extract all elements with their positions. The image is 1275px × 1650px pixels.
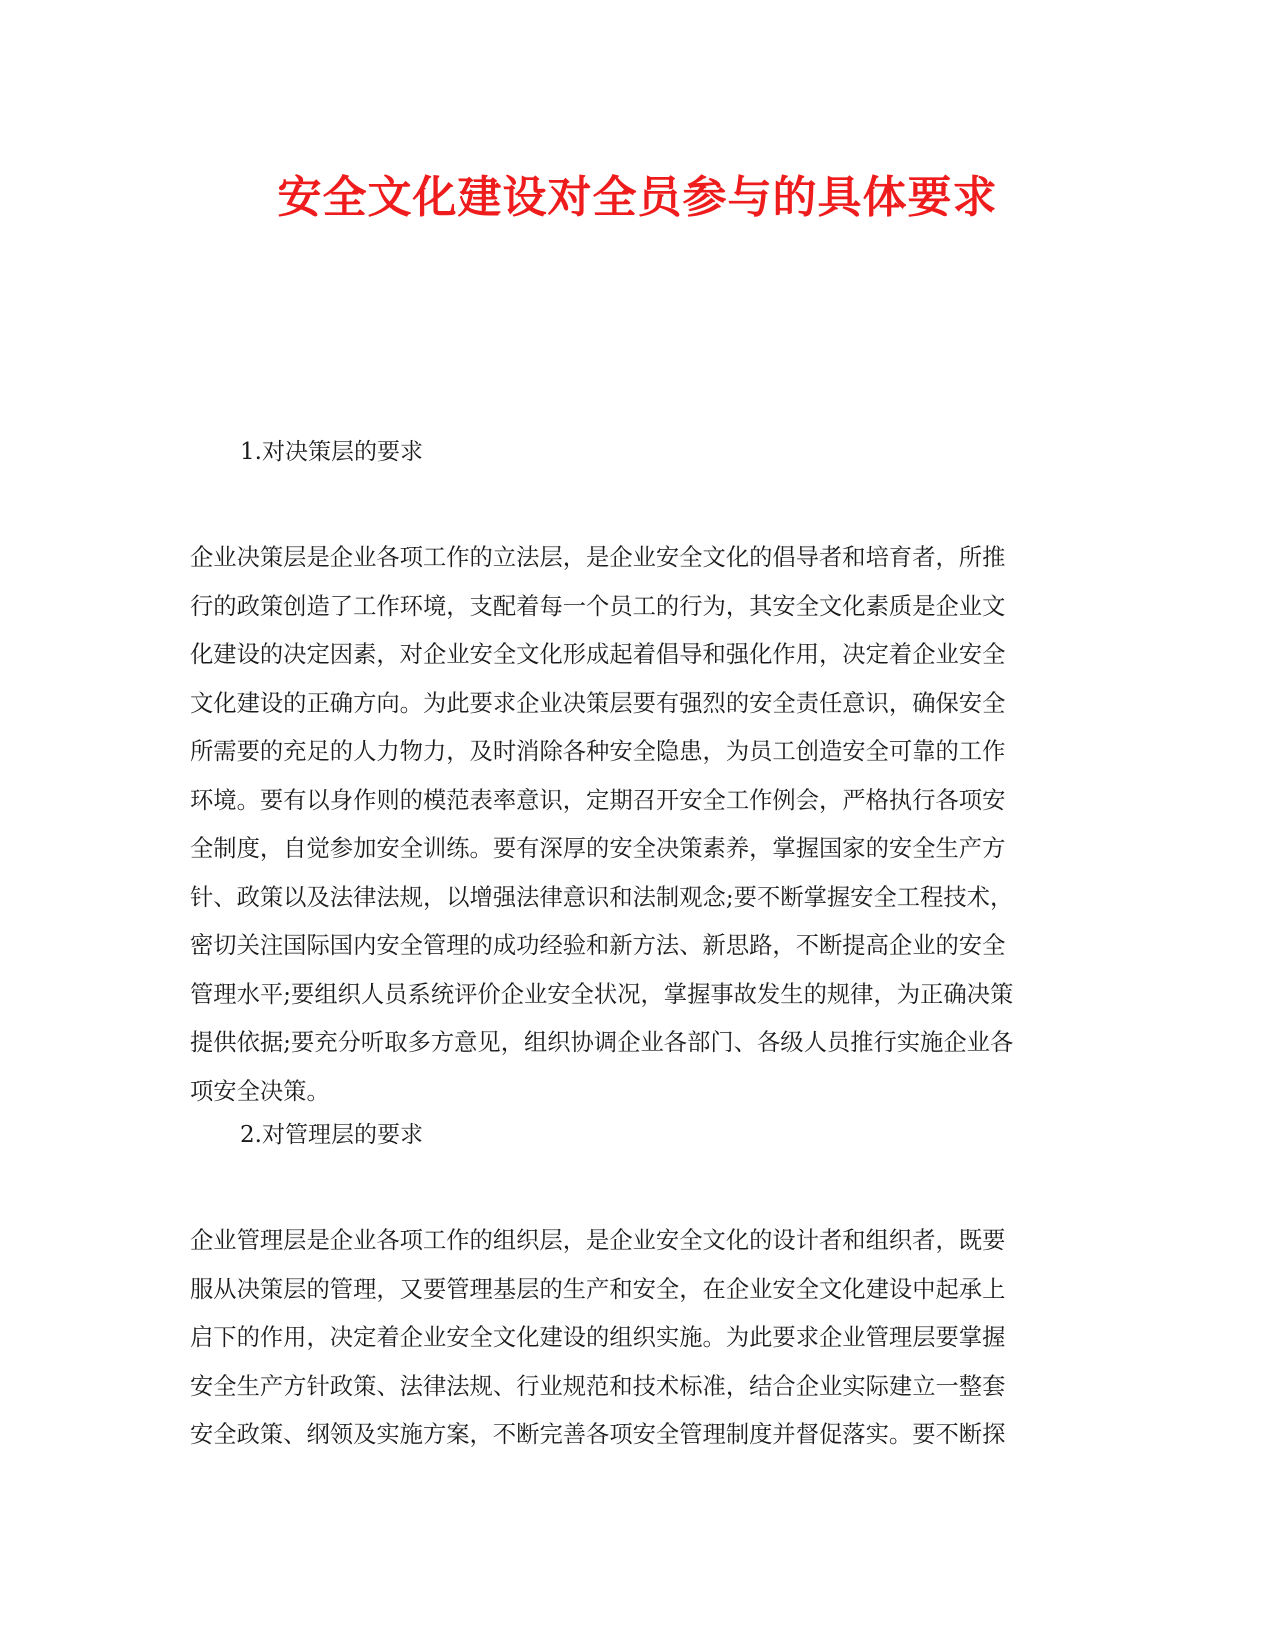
paragraph-line: 管理水平;要组织人员系统评价企业安全状况，掌握事故发生的规律，为正确决策 [190, 980, 1014, 1008]
section-paragraph-decision-layer [190, 534, 1070, 1116]
paragraph-line: 提供依据;要充分听取多方意见，组织协调企业各部门、各级人员推行实施企业各 [190, 1029, 1014, 1056]
paragraph-line: 安全生产方针政策、法律法规、行业规范和技术标准，结合企业实际建立一整套 [190, 1372, 1006, 1400]
paragraph-line: 文化建设的正确方向。为此要求企业决策层要有强烈的安全责任意识，确保安全 [190, 689, 1006, 717]
paragraph-line: 行的政策创造了工作环境，支配着每一个员工的行为，其安全文化素质是企业文 [190, 592, 1006, 620]
paragraph-line: 环境。要有以身作则的模范表率意识，定期召开安全工作例会，严格执行各项安 [190, 786, 1006, 814]
paragraph-line: 全制度，自觉参加安全训练。要有深厚的安全决策素养，掌握国家的安全生产方 [190, 835, 1006, 862]
document-title: 安全文化建设对全员参与的具体要求 [277, 172, 998, 223]
section-heading-management-layer: 2.对管理层的要求 [240, 1122, 423, 1148]
paragraph-line: 安全政策、纲领及实施方案，不断完善各项安全管理制度并督促落实。要不断探 [190, 1421, 1006, 1448]
paragraph-line: 所需要的充足的人力物力，及时消除各种安全隐患，为员工创造安全可靠的工作 [190, 738, 1006, 765]
paragraph-line: 启下的作用，决定着企业安全文化建设的组织实施。为此要求企业管理层要掌握 [190, 1324, 1006, 1351]
section-heading-decision-layer: 1.对决策层的要求 [240, 439, 423, 465]
paragraph-line: 针、政策以及法律法规，以增强法律意识和法制观念;要不断掌握安全工程技术， [190, 883, 1014, 911]
section-paragraph-management-layer [190, 1217, 1070, 1460]
paragraph-line: 项安全决策。 [190, 1077, 330, 1105]
paragraph-line: 化建设的决定因素，对企业安全文化形成起着倡导和强化作用，决定着企业安全 [190, 641, 1006, 668]
paragraph-line: 企业管理层是企业各项工作的组织层，是企业安全文化的设计者和组织者，既要 [190, 1227, 1006, 1254]
paragraph-line: 企业决策层是企业各项工作的立法层，是企业安全文化的倡导者和培育者，所推 [190, 544, 1006, 571]
paragraph-line: 服从决策层的管理，又要管理基层的生产和安全，在企业安全文化建设中起承上 [190, 1275, 1006, 1303]
paragraph-line: 密切关注国际国内安全管理的成功经验和新方法、新思路，不断提高企业的安全 [190, 932, 1006, 959]
